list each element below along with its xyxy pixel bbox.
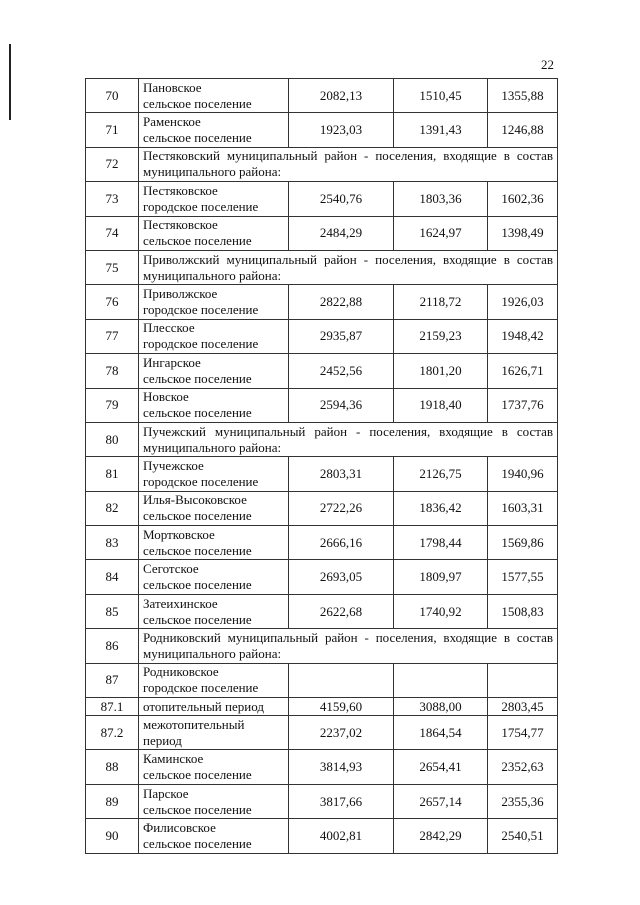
name-line-1: Илья-Высоковское	[143, 492, 247, 508]
table-row	[86, 594, 558, 628]
row-number: 79	[86, 388, 139, 422]
page-number: 22	[541, 57, 554, 72]
name-line-2: городское поселение	[143, 473, 259, 489]
table-row	[86, 750, 558, 784]
value-cell-3: 1569,86	[488, 526, 558, 560]
name-line-2: городское поселение	[143, 302, 259, 318]
value-cell-2: 2657,14	[394, 784, 488, 818]
value-cell-3: 1754,77	[488, 716, 558, 750]
table-row	[86, 784, 558, 818]
value-cell-3: 1246,88	[488, 113, 558, 147]
table-row	[86, 716, 558, 750]
value-cell-2	[394, 663, 488, 697]
settlement-name	[139, 594, 289, 628]
settlement-name	[139, 79, 289, 113]
name-line-2: сельское поселение	[143, 542, 252, 558]
name-line-2: сельское поселение	[143, 767, 252, 783]
value-cell-1: 2935,87	[289, 319, 394, 353]
value-cell-3	[488, 663, 558, 697]
settlement-name	[139, 319, 289, 353]
value-cell-2: 3088,00	[394, 698, 488, 716]
name-line-1: Затеихинское	[143, 595, 218, 611]
name-line-2: сельское поселение	[143, 801, 252, 817]
settlement-name	[139, 182, 289, 216]
name-line-2: сельское поселение	[143, 835, 252, 851]
district-header: Пестяковский муниципальный район - поселения, входящие в состав муниципального района:	[139, 147, 558, 181]
value-cell-3: 2803,45	[488, 698, 558, 716]
name-line-1: Филисовское	[143, 819, 216, 835]
name-line-1: Плесское	[143, 320, 195, 336]
value-cell-3: 1737,76	[488, 388, 558, 422]
value-cell-1: 2594,36	[289, 388, 394, 422]
row-number: 84	[86, 560, 139, 594]
value-cell-1: 2803,31	[289, 457, 394, 491]
name-line-2: сельское поселение	[143, 611, 252, 627]
name-line-1: межотопительный	[143, 716, 245, 732]
table-row	[86, 319, 558, 353]
value-cell-2: 1740,92	[394, 594, 488, 628]
row-number: 82	[86, 491, 139, 525]
name-line-1: отопительный период	[143, 698, 264, 714]
value-cell-3: 1626,71	[488, 354, 558, 388]
table-row	[86, 216, 558, 250]
value-cell-1: 3814,93	[289, 750, 394, 784]
section-header-row	[86, 629, 558, 663]
value-cell-1: 2237,02	[289, 716, 394, 750]
settlement-name	[139, 388, 289, 422]
table-row	[86, 491, 558, 525]
value-cell-2: 2842,29	[394, 819, 488, 853]
value-cell-2: 2654,41	[394, 750, 488, 784]
value-cell-2: 2126,75	[394, 457, 488, 491]
value-cell-2: 1801,20	[394, 354, 488, 388]
name-line-2: сельское поселение	[143, 508, 252, 524]
table-row	[86, 663, 558, 697]
settlement-name	[139, 354, 289, 388]
table-row	[86, 113, 558, 147]
settlement-name	[139, 716, 289, 750]
value-cell-3: 2355,36	[488, 784, 558, 818]
settlement-name	[139, 113, 289, 147]
row-number: 88	[86, 750, 139, 784]
value-cell-2: 1510,45	[394, 79, 488, 113]
value-cell-1: 4002,81	[289, 819, 394, 853]
row-number: 83	[86, 526, 139, 560]
value-cell-3: 1602,36	[488, 182, 558, 216]
row-number: 90	[86, 819, 139, 853]
table-row	[86, 819, 558, 853]
value-cell-1: 2666,16	[289, 526, 394, 560]
name-line-1: Родниковское	[143, 664, 219, 680]
value-cell-1: 2722,26	[289, 491, 394, 525]
row-number: 87.2	[86, 716, 139, 750]
value-cell-3: 1355,88	[488, 79, 558, 113]
row-number: 76	[86, 285, 139, 319]
table-row	[86, 526, 558, 560]
row-number: 77	[86, 319, 139, 353]
value-cell-1: 2693,05	[289, 560, 394, 594]
settlement-name	[139, 457, 289, 491]
tariff-table	[85, 78, 558, 854]
name-line-2: городское поселение	[143, 336, 259, 352]
row-number: 85	[86, 594, 139, 628]
district-header: Родниковский муниципальный район - поселения, входящие в состав муниципального района:	[139, 629, 558, 663]
value-cell-2: 1836,42	[394, 491, 488, 525]
value-cell-1	[289, 663, 394, 697]
name-line-1: Пестяковское	[143, 182, 218, 198]
district-header: Пучежский муниципальный район - поселения, входящие в состав муниципального района:	[139, 422, 558, 456]
value-cell-1: 4159,60	[289, 698, 394, 716]
section-header-row	[86, 422, 558, 456]
settlement-name	[139, 526, 289, 560]
value-cell-3: 1603,31	[488, 491, 558, 525]
section-header-row	[86, 147, 558, 181]
settlement-name	[139, 663, 289, 697]
table-row	[86, 354, 558, 388]
value-cell-3: 2540,51	[488, 819, 558, 853]
value-cell-1: 2484,29	[289, 216, 394, 250]
name-line-2: городское поселение	[143, 680, 259, 696]
settlement-name	[139, 491, 289, 525]
value-cell-2: 2118,72	[394, 285, 488, 319]
row-number: 70	[86, 79, 139, 113]
value-cell-3: 1398,49	[488, 216, 558, 250]
name-line-1: Пестяковское	[143, 217, 218, 233]
settlement-name	[139, 750, 289, 784]
settlement-name	[139, 784, 289, 818]
row-number: 72	[86, 147, 139, 181]
name-line-1: Парское	[143, 785, 189, 801]
name-line-2: сельское поселение	[143, 370, 252, 386]
name-line-1: Пановское	[143, 79, 202, 95]
value-cell-2: 1809,97	[394, 560, 488, 594]
value-cell-3: 1926,03	[488, 285, 558, 319]
row-number: 87.1	[86, 698, 139, 716]
value-cell-1: 2452,56	[289, 354, 394, 388]
name-line-1: Пучежское	[143, 457, 204, 473]
table-row	[86, 79, 558, 113]
name-line-2: сельское поселение	[143, 577, 252, 593]
name-line-2: период	[143, 732, 182, 748]
name-line-2: сельское поселение	[143, 233, 252, 249]
value-cell-2: 1624,97	[394, 216, 488, 250]
table-row	[86, 560, 558, 594]
value-cell-1: 2622,68	[289, 594, 394, 628]
district-header: Приволжский муниципальный район - поселения, входящие в состав муниципального района:	[139, 250, 558, 284]
row-number: 71	[86, 113, 139, 147]
name-line-1: Мортковское	[143, 526, 215, 542]
value-cell-1: 3817,66	[289, 784, 394, 818]
name-line-2: сельское поселение	[143, 130, 252, 146]
row-number: 89	[86, 784, 139, 818]
settlement-name	[139, 819, 289, 853]
name-line-1: Раменское	[143, 114, 201, 130]
value-cell-2: 1391,43	[394, 113, 488, 147]
value-cell-3: 1940,96	[488, 457, 558, 491]
value-cell-2: 1864,54	[394, 716, 488, 750]
settlement-name	[139, 560, 289, 594]
value-cell-3: 1508,83	[488, 594, 558, 628]
value-cell-2: 1803,36	[394, 182, 488, 216]
value-cell-2: 1798,44	[394, 526, 488, 560]
row-number: 74	[86, 216, 139, 250]
value-cell-1: 2082,13	[289, 79, 394, 113]
name-line-1: Новское	[143, 389, 189, 405]
value-cell-1: 1923,03	[289, 113, 394, 147]
value-cell-3: 1948,42	[488, 319, 558, 353]
settlement-name	[139, 698, 289, 716]
row-number: 80	[86, 422, 139, 456]
table-row	[86, 457, 558, 491]
table-row	[86, 285, 558, 319]
name-line-2: сельское поселение	[143, 95, 252, 111]
settlement-name	[139, 285, 289, 319]
name-line-1: Каминское	[143, 751, 204, 767]
name-line-2: городское поселение	[143, 198, 259, 214]
name-line-2: сельское поселение	[143, 405, 252, 421]
value-cell-1: 2540,76	[289, 182, 394, 216]
value-cell-1: 2822,88	[289, 285, 394, 319]
row-number: 73	[86, 182, 139, 216]
value-cell-3: 1577,55	[488, 560, 558, 594]
value-cell-2: 2159,23	[394, 319, 488, 353]
table-row	[86, 182, 558, 216]
row-number: 75	[86, 250, 139, 284]
settlement-name	[139, 216, 289, 250]
name-line-1: Сеготское	[143, 561, 199, 577]
section-header-row	[86, 250, 558, 284]
scan-artifact-line	[9, 44, 11, 120]
row-number: 78	[86, 354, 139, 388]
name-line-1: Приволжское	[143, 286, 218, 302]
row-number: 86	[86, 629, 139, 663]
name-line-1: Ингарское	[143, 354, 201, 370]
value-cell-2: 1918,40	[394, 388, 488, 422]
row-number: 87	[86, 663, 139, 697]
value-cell-3: 2352,63	[488, 750, 558, 784]
table-row	[86, 698, 558, 716]
table-row	[86, 388, 558, 422]
row-number: 81	[86, 457, 139, 491]
